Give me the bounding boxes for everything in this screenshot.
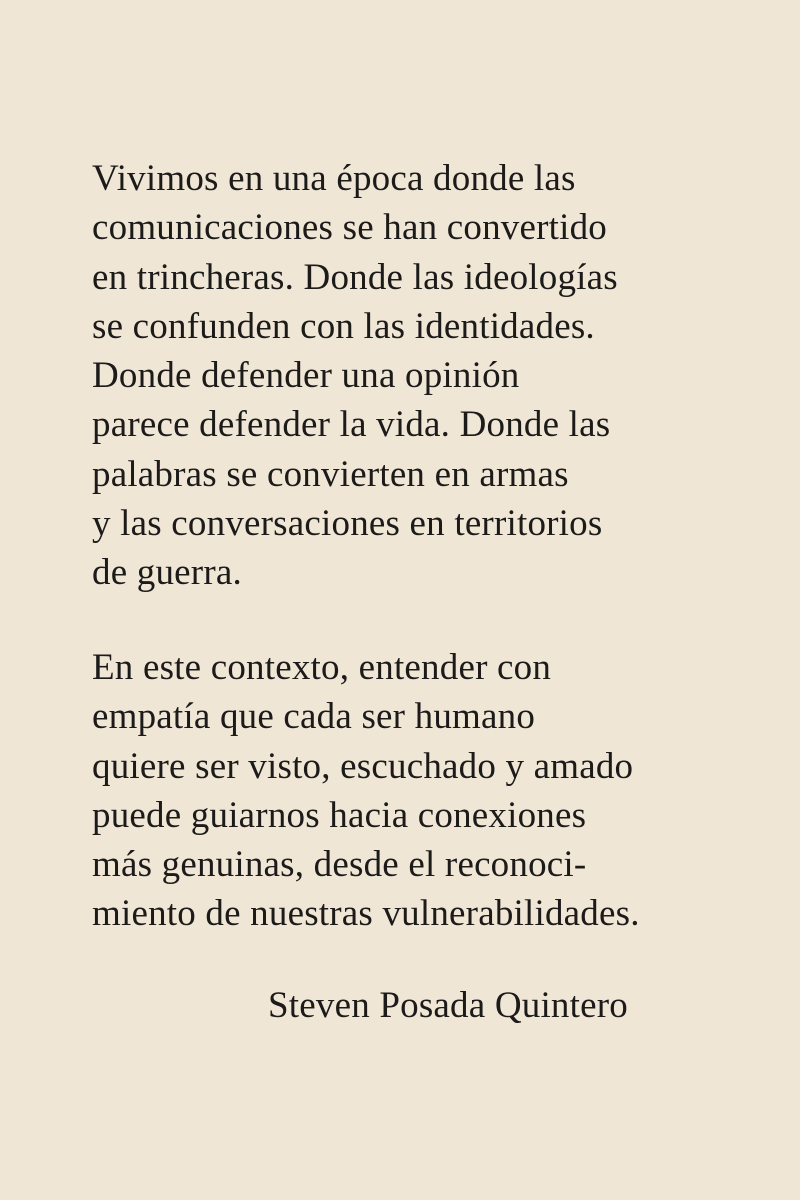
text-line: En este contexto, entender con (92, 647, 552, 688)
text-line: más genuinas, desde el reconoci- (92, 844, 587, 886)
text-line: y las conversaciones en territorios (92, 503, 603, 545)
quote-paragraph-2 (92, 643, 772, 939)
text-line: parece defender la vida. Donde las (92, 404, 611, 446)
text-line: miento de nuestras vulnerabilidades. (92, 893, 640, 935)
text-line: quiere ser visto, escuchado y amado (92, 745, 634, 787)
text-line: puede guiarnos hacia conexiones (92, 794, 587, 836)
quote-paragraph-1 (92, 154, 772, 598)
text-line: palabras se convierten en armas (92, 453, 569, 495)
author-signature: Steven Posada Quintero (268, 985, 628, 1026)
text-line: de guerra. (92, 552, 242, 594)
text-line: comunicaciones se han convertido (92, 207, 607, 249)
text-line: Donde defender una opinión (92, 355, 520, 397)
text-line: en trincheras. Donde las ideologías (92, 256, 618, 298)
text-line: se confunden con las identidades. (92, 305, 595, 347)
text-line: empatía que cada ser humano (92, 696, 536, 738)
text-line: Vivimos en una época donde las (92, 158, 576, 199)
